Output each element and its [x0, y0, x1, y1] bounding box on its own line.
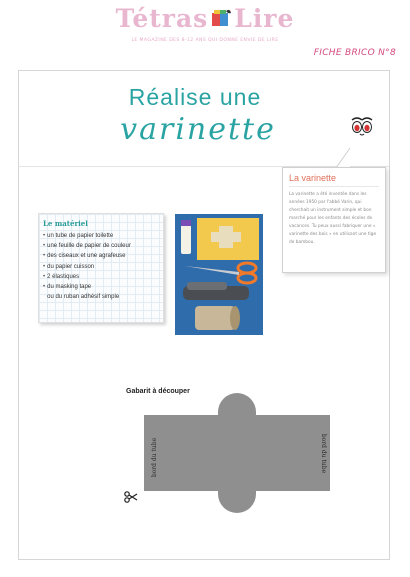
materials-photo — [175, 214, 263, 335]
materials-list — [43, 231, 159, 302]
scissors-icon — [124, 490, 138, 508]
info-title: La varinette — [289, 173, 379, 187]
tagline: LE MAGAZINE DES 8-12 ANS QUI DONNE ENVIE DE LIRE — [131, 38, 279, 43]
page-title-line1: Réalise une — [128, 84, 262, 110]
book-icon — [210, 6, 232, 28]
list-item: • du papier cuisson — [43, 263, 95, 270]
list-item: ou du ruban adhésif simple — [47, 294, 120, 301]
list-item: • du masking tape — [43, 284, 92, 291]
info-box — [282, 167, 386, 273]
list-item: • une feuille de papier de couleur — [43, 243, 131, 250]
materials-card — [38, 213, 164, 323]
list-item: • un tube de papier toilette — [43, 233, 114, 239]
list-item: • des ciseaux et une agrafeuse — [43, 253, 126, 260]
mascot-eyes-icon — [349, 117, 375, 142]
edge-label-right: bord du tube — [320, 433, 328, 474]
fiche-number: FICHE BRICO N°8 — [313, 48, 396, 58]
magazine-logo — [0, 4, 410, 33]
logo-text-right: Lire — [234, 4, 295, 33]
logo-text-left: Tétras — [115, 4, 209, 33]
edge-label-left: bord du tube — [151, 437, 159, 478]
materials-title: Le matériel — [43, 219, 88, 228]
template-label: Gabarit à découper — [126, 388, 190, 395]
list-item: • 2 élastiques — [43, 273, 80, 280]
info-text: La varinette a été inventée dans les années 1950 par l'abbé Varin, qui cherchait un instrument simple et bon marché pour les enfants des écoles de vacances. Tu peux aussi fabriquer une « varinette des bois » en utilisant une tige de bambou. — [289, 192, 377, 245]
page-title-line2: varinette — [120, 112, 276, 147]
